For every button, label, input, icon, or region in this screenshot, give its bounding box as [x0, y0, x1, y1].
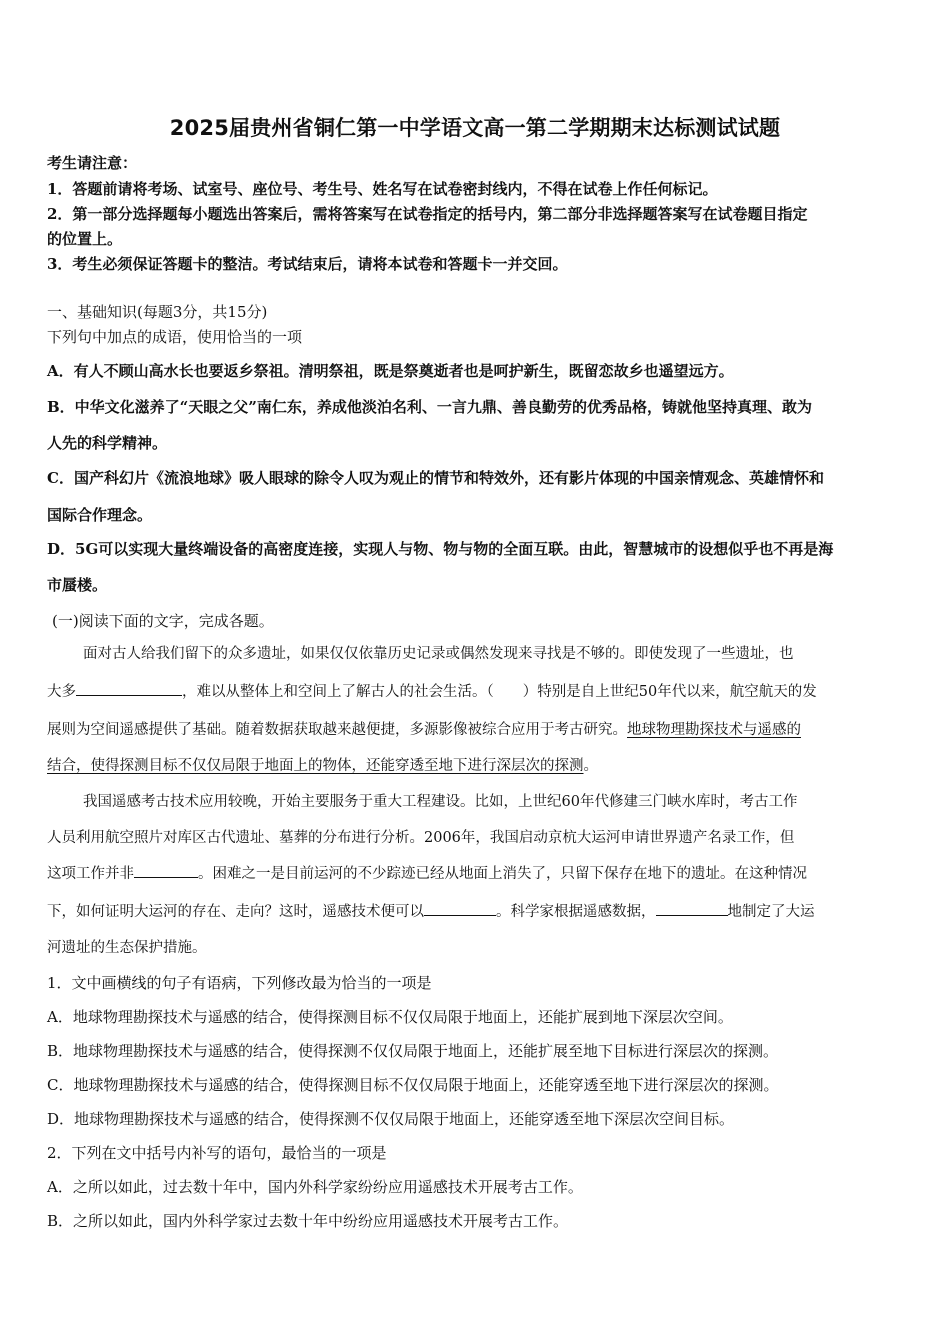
- reading-heading: (一)阅读下面的文字，完成各题。: [52, 612, 274, 630]
- q1-option-c: C．地球物理勘探技术与遥感的结合，使得探测目标不仅仅局限于地面上，还能穿透至地下进行深层次的探测。: [47, 1076, 779, 1094]
- q1-option-d: D．地球物理勘探技术与遥感的结合，使得探测不仅仅局限于地面上，还能穿透至地下深层次空间目标。: [47, 1110, 735, 1128]
- paragraph-line: 结合，使得探测目标不仅仅局限于地面上的物体，还能穿透至地下进行深层次的探测。: [47, 758, 598, 774]
- paragraph-line: 展则为空间遥感提供了基础。随着数据获取越来越便捷，多源影像被综合应用于考古研究。地球物理勘探技术与遥感的: [47, 722, 801, 738]
- fill-blank: [656, 901, 728, 916]
- q2-option-b: B．之所以如此，国内外科学家过去数十年中纷纷应用遥感技术开展考古工作。: [47, 1212, 569, 1230]
- option-c-cont: 国际合作理念。: [47, 506, 153, 524]
- option-b: B．中华文化滋养了“天眼之父”南仁东，养成他淡泊名利、一言九鼎、善良勤劳的优秀品格，铸就他坚持真理、敢为: [47, 398, 812, 416]
- option-a: A．有人不顾山高水长也要返乡祭祖。清明祭祖，既是祭奠逝者也是呵护新生，既留恋故乡也遥望远方。: [47, 362, 734, 380]
- question-2-stem: 2．下列在文中括号内补写的语句，最恰当的一项是: [47, 1144, 387, 1162]
- fill-blank: [76, 681, 182, 696]
- q1-option-b: B．地球物理勘探技术与遥感的结合，使得探测不仅仅局限于地面上，还能扩展至地下目标进行深层次的探测。: [47, 1042, 779, 1060]
- option-d-cont: 市蜃楼。: [47, 576, 108, 594]
- fill-blank: [424, 901, 496, 916]
- option-c: C．国产科幻片《流浪地球》吸人眼球的除令人叹为观止的情节和特效外，还有影片体现的中国亲情观念、英雄情怀和: [47, 469, 824, 487]
- q1-option-a: A．地球物理勘探技术与遥感的结合，使得探测目标不仅仅局限于地面上，还能扩展到地下深层次空间。: [47, 1008, 733, 1026]
- paragraph-line: 面对古人给我们留下的众多遗址，如果仅仅依靠历史记录或偶然发现来寻找是不够的。即使发现了一些遗址，也: [83, 646, 794, 662]
- paragraph-line: 下，如何证明大运河的存在、走向？这时，遥感技术便可以 。科学家根据遥感数据， 地制定了大运: [47, 900, 815, 921]
- section-heading: 一、基础知识(每题3分，共15分): [47, 303, 268, 321]
- question-stem: 下列句中加点的成语，使用恰当的一项: [47, 328, 303, 346]
- fill-blank: [134, 863, 198, 878]
- underlined-sentence: 地球物理勘探技术与遥感的: [627, 722, 801, 738]
- notice-item: 1．答题前请将考场、试室号、座位号、考生号、姓名写在试卷密封线内，不得在试卷上作任何标记。: [47, 180, 718, 198]
- notice-item: 3．考生必须保证答题卡的整洁。考试结束后，请将本试卷和答题卡一并交回。: [47, 255, 568, 273]
- paragraph-line: 河遗址的生态保护措施。: [47, 940, 207, 956]
- question-1-stem: 1．文中画横线的句子有语病，下列修改最为恰当的一项是: [47, 974, 432, 992]
- notice-item: 的位置上。: [47, 230, 123, 248]
- paragraph-line: 这项工作并非 。困难之一是目前运河的不少踪迹已经从地面上消失了，只留下保存在地下的遗址。在这种情况: [47, 862, 807, 883]
- q2-option-a: A．之所以如此，过去数十年中，国内外科学家纷纷应用遥感技术开展考古工作。: [47, 1178, 583, 1196]
- paragraph-line: 大多 ，难以从整体上和空间上了解古人的社会生活。（ ）特别是自上世纪50年代以来，航空航天的发: [47, 680, 817, 701]
- underlined-sentence: 结合，使得探测目标不仅仅局限于地面上的物体，还能穿透至地下进行深层次的探测: [47, 758, 584, 774]
- option-d: D．5G可以实现大量终端设备的高密度连接，实现人与物、物与物的全面互联。由此，智慧城市的设想似乎也不再是海: [47, 540, 834, 558]
- option-b-cont: 人先的科学精神。: [47, 434, 168, 452]
- page-title: 2025届贵州省铜仁第一中学语文高一第二学期期末达标测试试题: [169, 116, 781, 140]
- paragraph-line: 人员利用航空照片对库区古代遗址、墓葬的分布进行分析。2006年，我国启动京杭大运河申请世界遗产名录工作，但: [47, 830, 795, 846]
- notice-heading: 考生请注意：: [47, 154, 138, 172]
- paragraph-line: 我国遥感考古技术应用较晚，开始主要服务于重大工程建设。比如，上世纪60年代修建三门峡水库时，考古工作: [83, 794, 798, 810]
- notice-item: 2．第一部分选择题每小题选出答案后，需将答案写在试卷指定的括号内，第二部分非选择题答案写在试卷题目指定: [47, 205, 808, 223]
